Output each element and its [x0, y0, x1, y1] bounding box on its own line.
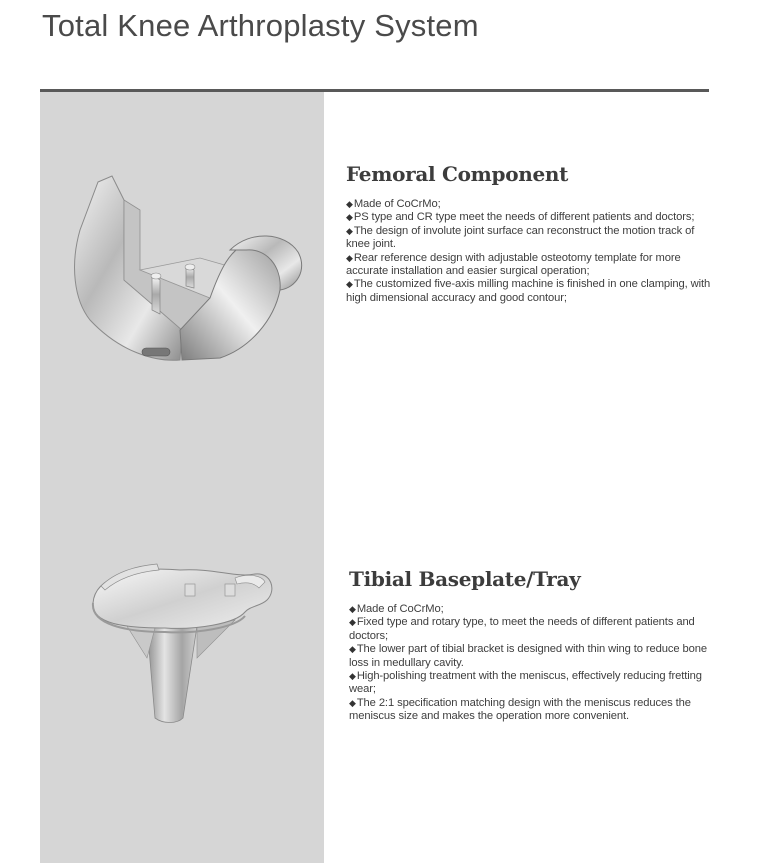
tibial-baseplate-section — [349, 567, 719, 724]
feature-item: ◆The design of involute joint surface can reconstruct the motion track of knee joint. — [346, 224, 695, 251]
diamond-bullet-icon: ◆ — [349, 617, 356, 628]
diamond-bullet-icon: ◆ — [349, 644, 356, 655]
diamond-bullet-icon: ◆ — [346, 252, 353, 263]
feature-item: ◆Fixed type and rotary type, to meet the needs of different patients and doctors; — [349, 616, 695, 642]
diamond-bullet-icon: ◆ — [346, 199, 353, 209]
feature-item: ◆The customized five-axis milling machine is finished in one clamping, with high dimensional accuracy and good contour; — [346, 278, 711, 304]
page-title: Total Knee Arthroplasty System — [42, 8, 479, 43]
tibial-baseplate-features — [349, 603, 719, 724]
femoral-component-features — [346, 198, 716, 305]
tibial-baseplate-image — [85, 548, 275, 728]
feature-item: ◆Made of CoCrMo; — [349, 603, 444, 615]
diamond-bullet-icon: ◆ — [349, 604, 356, 614]
tibial-baseplate-heading: Tibial Baseplate/Tray — [349, 567, 581, 591]
diamond-bullet-icon: ◆ — [346, 279, 353, 290]
feature-item: ◆The 2:1 specification matching design with the meniscus reduces the meniscus size and makes the operation more convenient. — [349, 696, 691, 723]
feature-item: ◆Made of CoCrMo; — [346, 198, 441, 210]
diamond-bullet-icon: ◆ — [346, 212, 353, 223]
diamond-bullet-icon: ◆ — [349, 697, 356, 708]
feature-item: ◆PS type and CR type meet the needs of different patients and doctors; — [346, 211, 695, 224]
femoral-component-section — [346, 162, 716, 305]
feature-item: ◆Rear reference design with adjustable osteotomy template for more accurate installation and easier surgical operation; — [346, 251, 681, 278]
diamond-bullet-icon: ◆ — [349, 671, 356, 682]
diamond-bullet-icon: ◆ — [346, 225, 353, 236]
femoral-component-heading: Femoral Component — [346, 162, 569, 186]
femoral-component-image — [60, 170, 310, 370]
feature-item: ◆High-polishing treatment with the meniscus, effectively reducing fretting wear; — [349, 670, 702, 696]
feature-item: ◆The lower part of tibial bracket is designed with thin wing to reduce bone loss in medullary cavity. — [349, 643, 708, 669]
